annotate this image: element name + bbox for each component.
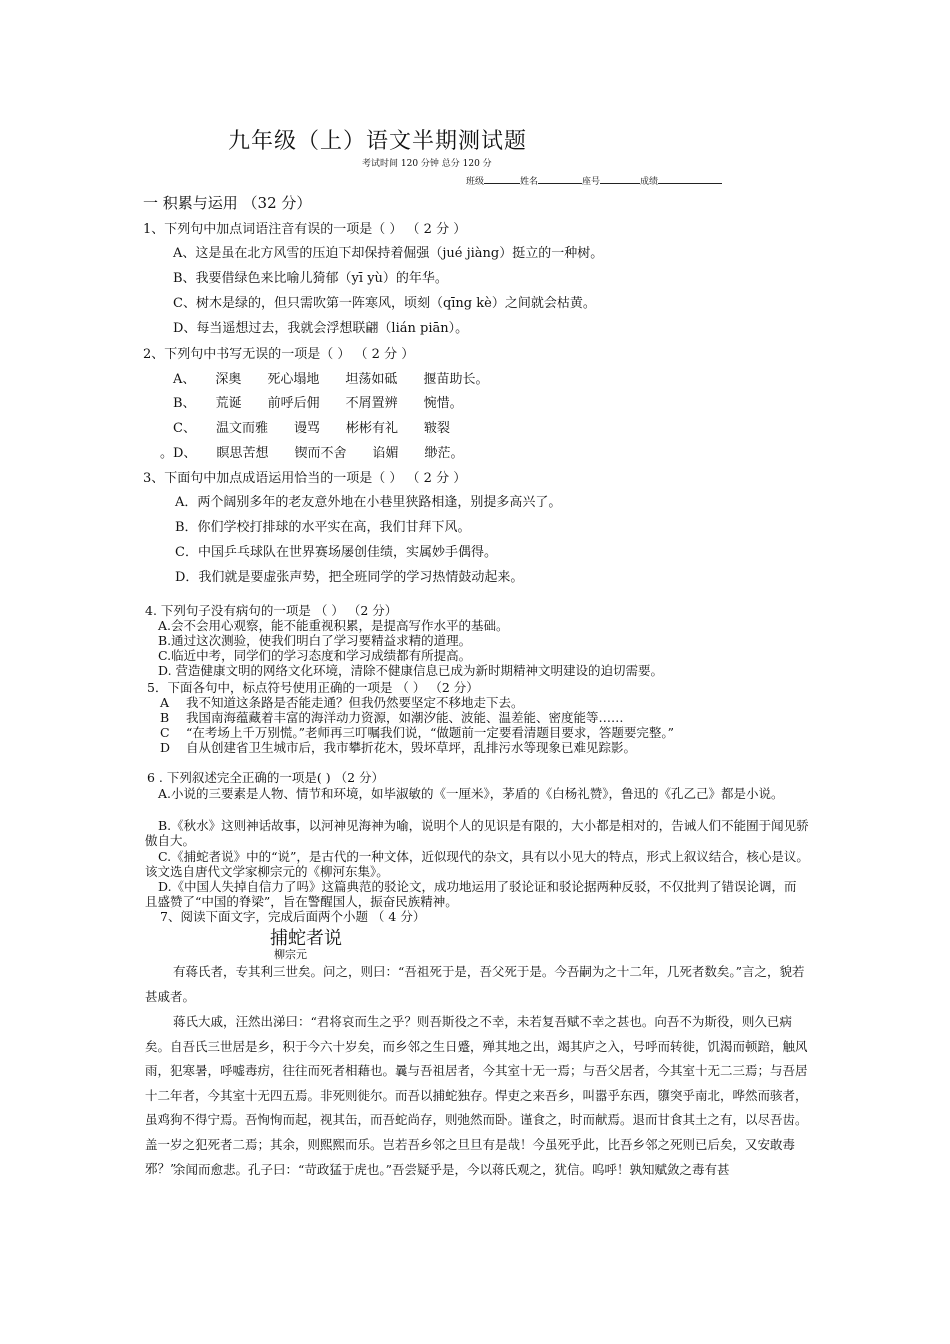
essay-title: 捕蛇者说 bbox=[270, 928, 342, 949]
seat-blank bbox=[600, 173, 640, 184]
name-label: 姓名 bbox=[520, 177, 539, 187]
q2-row-a: A、 深奥 死心塌地 坦荡如砥 揠苗助长。 bbox=[173, 372, 489, 387]
q4-stem: 4. 下列句子没有病句的一项是 （ ） （2 分） bbox=[145, 603, 398, 618]
q5-option-b: B 我国南海蕴藏着丰富的海洋动力资源，如潮汐能、波能、温差能、密度能等…… bbox=[160, 710, 624, 725]
q2-stem: 2、下列句中书写无误的一项是（ ） （ 2 分 ） bbox=[143, 347, 415, 362]
q4-option-d: D. 营造健康文明的网络文化环境，清除不健康信息已成为新时期精神文明建设的迫切需要。 bbox=[158, 663, 664, 678]
class-blank bbox=[484, 173, 520, 184]
seat-label: 座号 bbox=[582, 177, 601, 187]
q1-option-d: D、每当遥想过去，我就会浮想联翩（lián piān）。 bbox=[173, 321, 469, 336]
q7-stem: 7、阅读下面文字，完成后面两个小题 （ 4 分） bbox=[160, 909, 426, 924]
name-blank bbox=[538, 173, 582, 184]
section-heading: 一 积累与运用 （32 分） bbox=[143, 194, 312, 212]
q5-option-a: A 我不知道这条路是否能走通？但我仍然要坚定不移地走下去。 bbox=[160, 695, 524, 710]
q3-option-b: B．你们学校打排球的水平实在高，我们甘拜下风。 bbox=[175, 520, 471, 535]
q2-row-b: B、 荒诞 前呼后佣 不屑置辨 惋惜。 bbox=[173, 396, 463, 411]
exam-time-total-score: 考试时间 120 分钟 总分 120 分 bbox=[362, 159, 492, 169]
q5-option-c: C “在考场上千万别慌。”老师再三叮嘱我们说，“做题前一定要看清题目要求，答题要完整。” bbox=[160, 725, 675, 740]
essay-author: 柳宗元 bbox=[274, 948, 307, 961]
q1-option-c: C、树木是绿的，但只需吹第一阵寒风，顷刻（qīng kè）之间就会枯黄。 bbox=[173, 296, 596, 311]
q5-stem: 5．下面各句中，标点符号使用正确的一项是 （ ） （2 分） bbox=[147, 680, 479, 695]
q1-stem: 1、下列句中加点词语注音有误的一项是（ ） （ 2 分 ） bbox=[143, 222, 467, 237]
q3-option-c: C．中国乒乓球队在世界赛场屡创佳绩，实属妙手偶得。 bbox=[175, 545, 497, 560]
q6-option-a: A.小说的三要素是人物、情节和环境，如毕淑敏的《一厘米》，茅盾的《白杨礼赞》，鲁迅的《孔乙己》都是小说。 bbox=[158, 786, 784, 801]
q6-stem: 6 . 下列叙述完全正确的一项是( ) （2 分） bbox=[147, 770, 385, 785]
q3-option-a: A．两个阔别多年的老友意外地在小巷里狭路相逢，别提多高兴了。 bbox=[175, 495, 562, 510]
q3-stem: 3、下面句中加点成语运用恰当的一项是（ ） （ 2 分 ） bbox=[143, 471, 467, 486]
score-label: 成绩 bbox=[640, 177, 659, 187]
essay-paragraph-3: 余闻而愈悲。孔子曰：“苛政猛于虎也。”吾尝疑乎是，今以蒋氏观之，犹信。呜呼！孰知赋敛之毒有甚 bbox=[173, 1162, 730, 1177]
q5-option-d: D 自从创建省卫生城市后，我市攀折花木，毁坏草坪，乱排污水等现象已难见踪影。 bbox=[160, 740, 637, 755]
q3-option-d: D．我们就是要虚张声势，把全班同学的学习热情鼓动起来。 bbox=[175, 570, 524, 585]
score-blank bbox=[658, 173, 722, 184]
q6-option-b: B.《秋水》这则神话故事，以河神见海神为喻，说明个人的见识是有限的，大小都是相对的，告诫人们不能囿于闻见骄傲自大。 bbox=[145, 818, 809, 848]
student-info-line bbox=[466, 173, 722, 187]
q4-option-b: B.通过这次测验，使我们明白了学习要精益求精的道理。 bbox=[158, 633, 472, 648]
q2-row-d: 。D、 瞑思苦想 锲而不舍 谄媚 缈茫。 bbox=[160, 446, 464, 461]
q4-option-a: A.会不会用心观察，能不能重视积累，是提高写作水平的基础。 bbox=[158, 618, 509, 633]
class-label: 班级 bbox=[466, 177, 485, 187]
page-title: 九年级（上）语文半期测试题 bbox=[228, 129, 528, 154]
q4-option-c: C.临近中考，同学们的学习态度和学习成绩都有所提高。 bbox=[158, 648, 472, 663]
q2-row-c: C、 温文而雅 谩骂 彬彬有礼 皲裂 bbox=[173, 421, 451, 436]
q6-option-d: D.《中国人失掉自信力了吗》这篇典范的驳论文，成功地运用了驳论证和驳论据两种反驳，不仅批判了错误论调，而且盛赞了“中国的脊梁”，旨在警醒国人，振奋民族精神。 bbox=[145, 879, 797, 909]
q6-option-c: C.《捕蛇者说》中的“说”，是古代的一种文体，近似现代的杂文，具有以小见大的特点，形式上叙议结合，核心是议。该文选自唐代文学家柳宗元的《柳河东集》。 bbox=[145, 849, 809, 879]
q1-option-b: B、我要借绿色来比喻儿猗郁（yī yù）的年华。 bbox=[173, 271, 448, 286]
q1-option-a: A、这是虽在北方风雪的压迫下却保持着倔强（jué jiàng）挺立的一种树。 bbox=[173, 246, 604, 261]
essay-paragraph-2: 蒋氏大戚，汪然出涕曰：“君将哀而生之乎？则吾斯役之不幸，未若复吾赋不幸之甚也。向吾不为斯役，则久已病矣。自吾氏三世居是乡，积于今六十岁矣，而乡邻之生日蹙，殚其地之出，竭其庐之入，号呼而转徙，饥渴而顿踣，触风雨，犯寒暑，呼嘘毒疠，往往而死者相藉也。曩与吾祖居者，今其室十无一焉；与吾父居者，今其室十无二三焉；与吾居十二年者，今其室十无四五焉。非死则徙尔。而吾以捕蛇独存。悍吏之来吾乡，叫嚣乎东西，隳突乎南北，哗然而骇者，虽鸡狗不得宁焉。吾恂恂而起，视其缶，而吾蛇尚存，则弛然而卧。谨食之，时而献焉。退而甘食其土之有，以尽吾齿。盖一岁之犯死者二焉；其余，则熙熙而乐。岂若吾乡邻之旦旦有是哉！今虽死乎此，比吾乡邻之死则已后矣，又安敢毒邪？” bbox=[145, 1014, 808, 1176]
essay-paragraph-1: 有蒋氏者，专其利三世矣。问之，则曰：“吾祖死于是，吾父死于是。今吾嗣为之十二年，几死者数矣。”言之，貌若甚戚者。 bbox=[145, 964, 805, 1004]
